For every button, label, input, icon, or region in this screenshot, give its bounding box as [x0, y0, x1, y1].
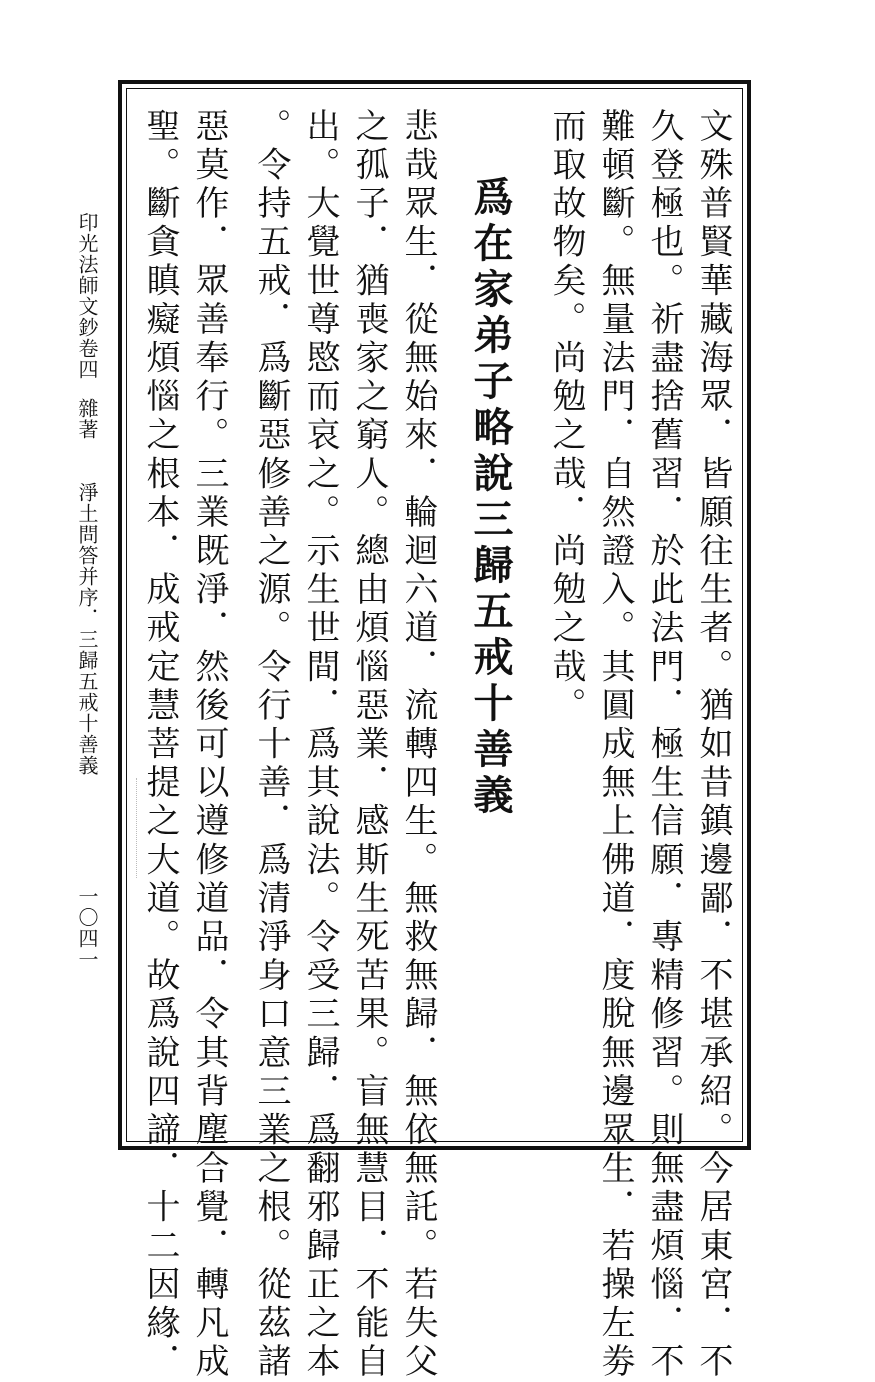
article-column-2: 之孤子．猶喪家之窮人。總由煩惱惡業．感斯生死苦果。盲無慧目．不能自: [349, 108, 389, 1382]
scan-mark: [136, 778, 138, 878]
margin-section-label: 雜著: [75, 398, 99, 440]
article-column-6: 聖。斷貪瞋癡煩惱之根本．成戒定慧菩提之大道。故爲說四諦．十二因緣．: [140, 108, 180, 1382]
article-column-4: 。令持五戒．爲斷惡修善之源。令行十善．爲清淨身口意三業之根。從茲諸: [251, 108, 291, 1382]
body-column-4: 而取故物矣。尚勉之哉．尚勉之哉。: [546, 108, 586, 726]
article-column-5: 惡莫作．眾善奉行。三業既淨．然後可以遵修道品．令其背塵合覺．轉凡成: [189, 108, 229, 1382]
article-title: 爲在家弟子略說三歸五戒十善義: [467, 176, 514, 820]
article-column-1: 悲哉眾生．從無始來．輪迴六道．流轉四生。無救無歸．無依無託。若失父: [398, 108, 438, 1382]
margin-book-title: 印光法師文鈔卷四: [75, 212, 99, 380]
body-column-3: 難頓斷。無量法門．自然證入。其圓成無上佛道．度脫無邊眾生．若操左劵: [595, 108, 635, 1382]
margin-article-label: 淨土問答并序．三歸五戒十善義: [75, 482, 99, 776]
body-column-2: 久登極也。祈盡捨舊習．於此法門．極生信願．專精修習。則無盡煩惱．不: [644, 108, 684, 1382]
page-number: 一〇四一: [75, 886, 99, 970]
article-column-3: 出。大覺世尊愍而哀之。示生世間．爲其說法。令受三歸．爲翻邪歸正之本: [300, 108, 340, 1382]
body-column-1: 文殊普賢華藏海眾．皆願往生者。猶如昔鎮邊鄙．不堪承紹。今居東宮．不: [693, 108, 733, 1382]
